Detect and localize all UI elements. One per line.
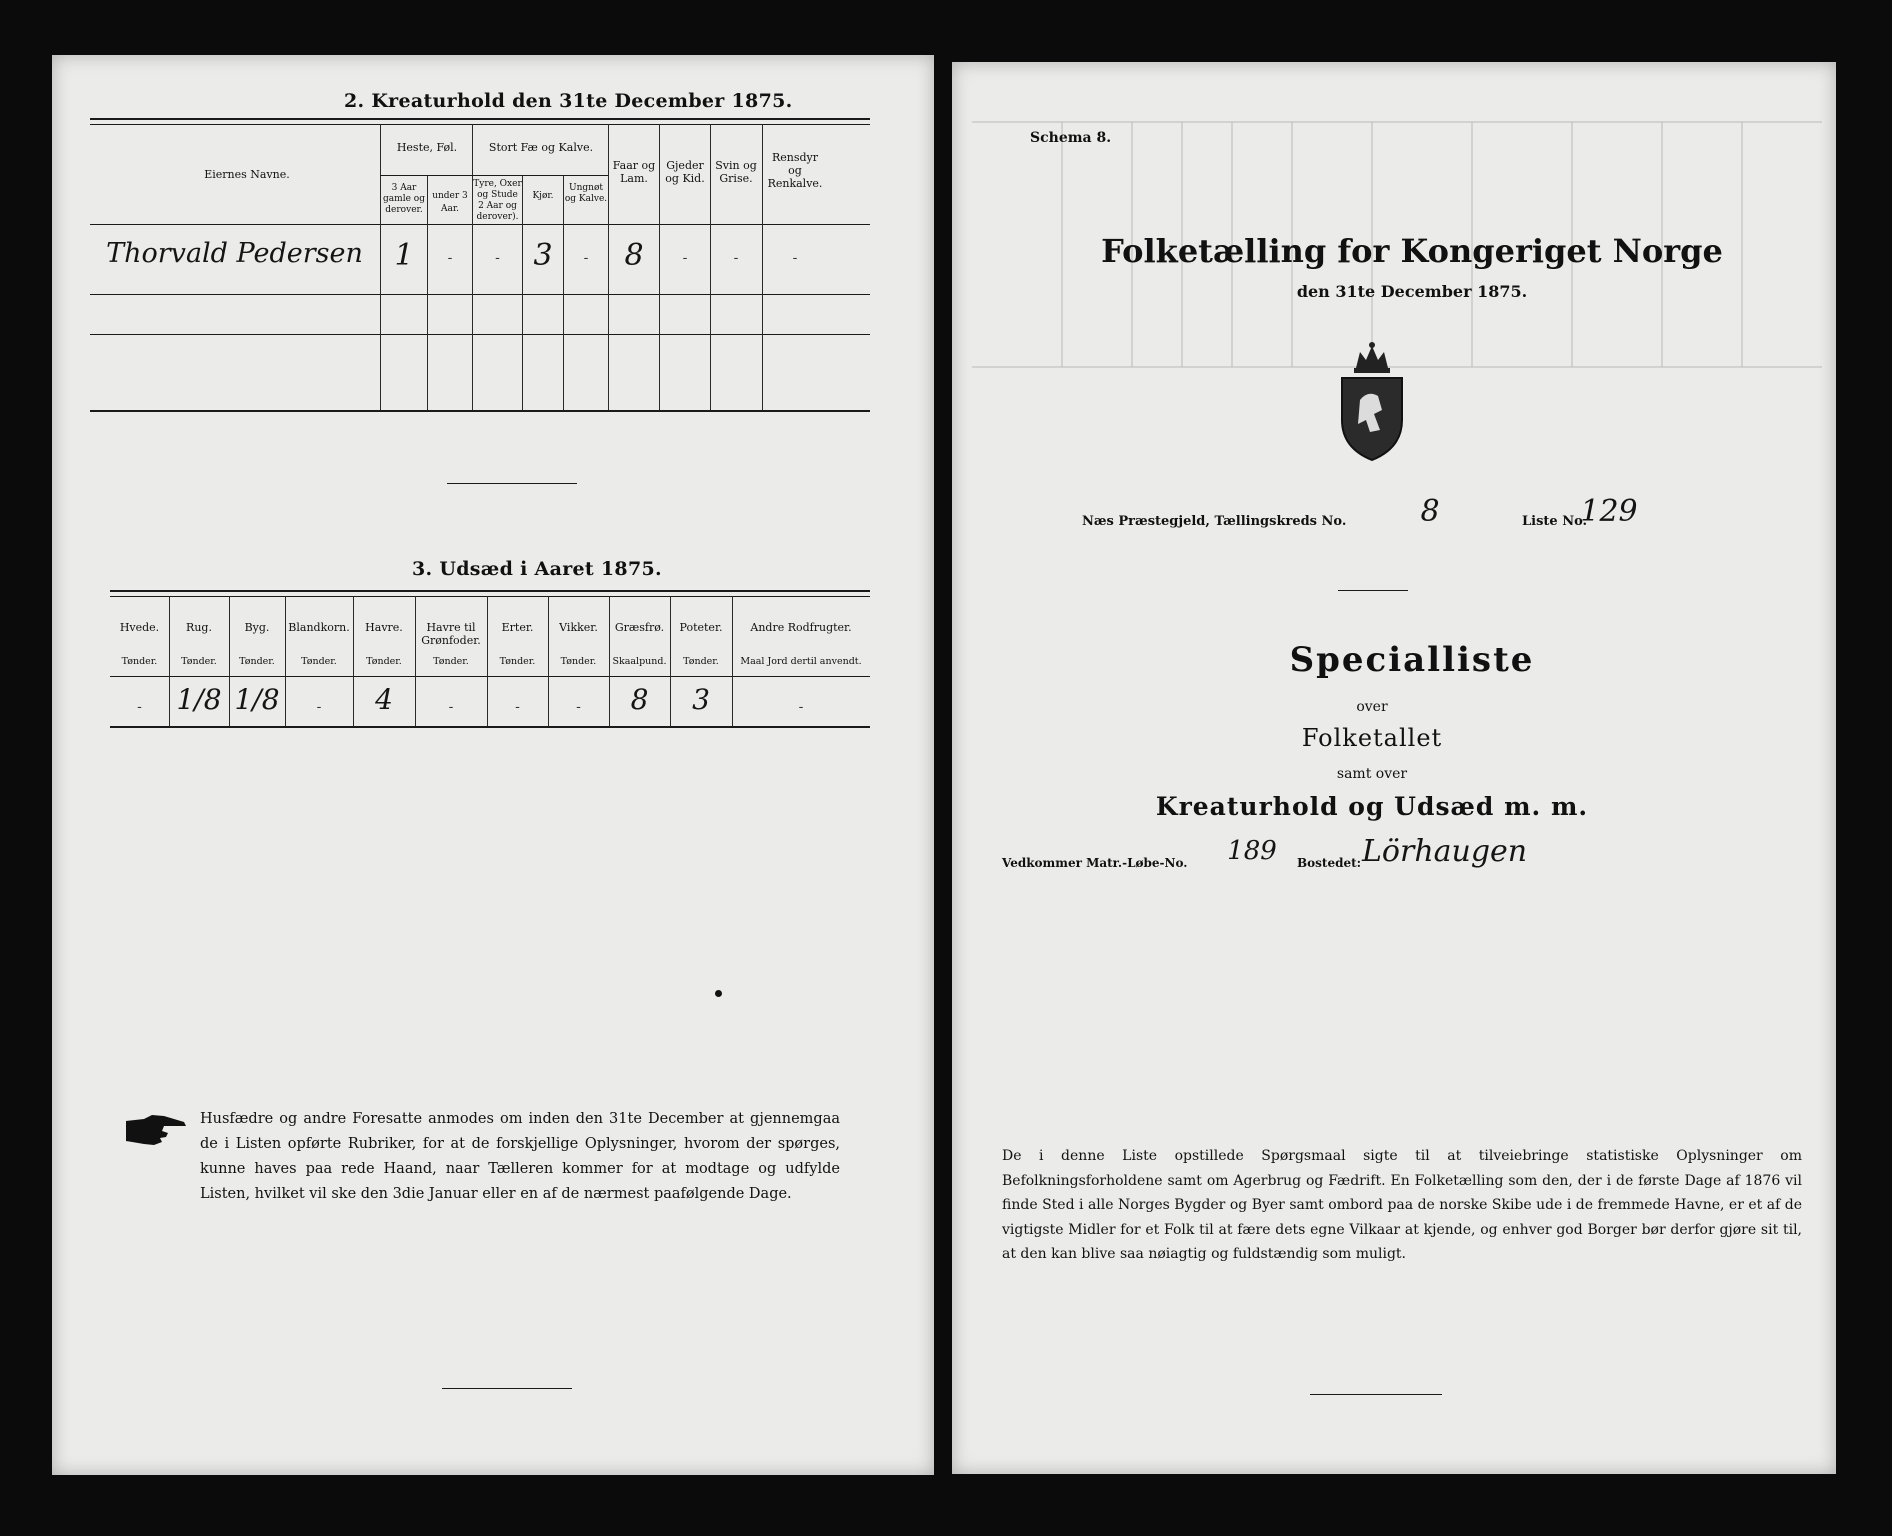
samt-over-label: samt over [1336, 766, 1408, 782]
bulls-header: Tyre, Oxer og Stude 2 Aar og derover). [473, 179, 522, 222]
seed-value: - [576, 699, 581, 715]
specialliste-heading: Specialliste [1289, 640, 1535, 680]
seed-column-unit: Tønder. [499, 656, 536, 667]
seed-header-rule [110, 676, 870, 677]
info-paragraph: De i denne Liste opstillede Spørgsmaal sigte til at tilveiebringe statistiske Oplysninger om Befolkningsforholdene samt om Agerbrug og Fædrift. En Folketælling som den, der i de første Dage af 1876 vil finde Sted i alle Norges Bygder og Byer samt ombord paa de norske Skibe ude i de fremmede Havne, er et af de vigtigste Midler for et Folk til at fære dets egne Vilkaar at kjende, og enhver god Borger bør derfor gjøre sit til, at den kan blive saa nøiagtig og fuldstændig som muligt. [1002, 1148, 1802, 1262]
list-label: Liste No. [1522, 514, 1588, 529]
seed-column-unit: Tønder. [683, 656, 719, 667]
census-title: Folketælling for Kongeriget Norge [1101, 232, 1723, 270]
seed-column-unit: Maal Jord dertil anvendt. [740, 656, 862, 667]
col-divider [472, 124, 473, 410]
matr-label: Vedkommer Matr.-Løbe-No. [1002, 856, 1188, 870]
seed-column-unit: Tønder. [366, 656, 402, 667]
over-label: over [1356, 699, 1388, 715]
notice-paragraph: Husfædre og andre Foresatte anmodes om inden den 31te December at gjennemgaa de i Listen opførte Rubriker, for at de forskjellige Oplysninger, hvorom der spørges, kunne haves paa rede Haand, naar Tælleren kommer for at modtage og udfylde Listen, hvilket vil ske den 3die Januar eller en af de nærmest paafølgende Dage. [200, 1111, 840, 1202]
livestock-value: - [733, 250, 739, 266]
seed-table-top-rule [110, 590, 870, 592]
seed-value: 8 [630, 683, 649, 716]
seed-column-header: Havre. [365, 621, 403, 634]
title-separator [1338, 590, 1408, 591]
pointing-hand-icon [124, 1113, 188, 1151]
list-number: 129 [1580, 494, 1638, 529]
bottom-separator [1310, 1394, 1442, 1395]
horses-under3-header: under 3 Aar. [432, 191, 468, 214]
sheep-header: Faar og Lam. [612, 159, 656, 185]
reindeer-header: Rensdyr og Renkalve. [767, 151, 823, 190]
bosted-label: Bostedet: [1297, 856, 1362, 870]
kreaturhold-label: Kreaturhold og Udsæd m. m. [1155, 792, 1589, 821]
cattle-group-header: Stort Fæ og Kalve. [488, 141, 594, 154]
seed-value: 1/8 [234, 683, 280, 716]
seed-column-unit: Skaalpund. [612, 656, 667, 667]
young-cattle-header: Ungnøt og Kalve. [564, 183, 608, 204]
livestock-table-top-rule [90, 118, 870, 120]
livestock-bottom-rule [90, 410, 870, 412]
col-divider [563, 175, 564, 410]
seed-value: - [137, 699, 142, 715]
seed-value: - [316, 699, 322, 715]
parish-label: Næs Præstegjeld, Tællingskreds No. [1082, 514, 1347, 529]
col-divider [762, 124, 763, 410]
livestock-value: - [447, 250, 453, 266]
seed-column-unit: Tønder. [433, 656, 469, 667]
horses-group-header: Heste, Føl. [396, 141, 458, 154]
owner-name: Thorvald Pedersen [106, 238, 363, 269]
owner-header: Eiernes Navne. [204, 168, 290, 181]
separator-rule [447, 483, 577, 484]
seed-column-unit: Tønder. [181, 656, 217, 667]
bosted-name: Lörhaugen [1362, 834, 1528, 869]
census-date: den 31te December 1875. [1296, 282, 1528, 301]
left-page [52, 55, 934, 1475]
seed-column-header: Poteter. [679, 621, 723, 634]
seed-value: 1/8 [176, 683, 222, 716]
seed-column-header: Vikker. [559, 621, 598, 634]
livestock-header-rule [90, 224, 870, 225]
seed-column-unit: Tønder. [121, 656, 158, 667]
seed-column-header: Andre Rodfrugter. [750, 621, 852, 634]
livestock-value: - [792, 250, 798, 266]
seed-column-header: Havre til Grønfoder. [421, 621, 481, 647]
pigs-header: Svin og Grise. [715, 159, 757, 185]
livestock-value: - [583, 250, 589, 266]
livestock-value: 8 [624, 238, 644, 273]
coat-of-arms-icon [1334, 340, 1410, 468]
seed-table-top-rule-thin [110, 596, 870, 597]
horses-3plus-header: 3 Aar gamle og derover. [383, 183, 425, 215]
seed-value: 4 [375, 683, 393, 716]
livestock-value: - [495, 250, 500, 266]
seed-column-header: Blandkorn. [288, 621, 350, 634]
col-divider [522, 175, 523, 410]
seed-value: - [448, 699, 454, 715]
seed-title: 3. Udsæd i Aaret 1875. [412, 558, 662, 580]
col-divider [380, 124, 381, 410]
right-page [952, 62, 1836, 1474]
seed-value: - [515, 699, 520, 715]
seed-column-unit: Tønder. [560, 656, 597, 667]
matr-number: 189 [1227, 836, 1277, 866]
livestock-value: - [682, 250, 688, 266]
district-number: 8 [1420, 494, 1440, 529]
col-divider [608, 124, 609, 410]
seed-column-header: Hvede. [119, 621, 160, 634]
folketallet-label: Folketallet [1301, 724, 1443, 752]
seed-column-header: Rug. [186, 621, 212, 634]
seed-bottom-rule [110, 726, 870, 728]
livestock-table-top-rule-thin [90, 124, 870, 125]
cows-header: Kjør. [532, 191, 554, 201]
seed-value: - [798, 699, 804, 715]
bottom-separator [442, 1388, 572, 1389]
livestock-value: 3 [533, 238, 553, 273]
goats-header: Gjeder og Kid. [665, 159, 705, 185]
livestock-row-rule [90, 334, 870, 335]
seed-column-header: Erter. [501, 621, 534, 634]
group-header-rule [380, 175, 608, 176]
livestock-value: 1 [394, 238, 414, 273]
seed-column-header: Græsfrø. [614, 621, 665, 634]
ink-dot [715, 990, 722, 997]
seed-column-header: Byg. [244, 621, 270, 634]
schema-label: Schema 8. [1030, 130, 1112, 146]
seed-column-unit: Tønder. [301, 656, 337, 667]
livestock-title: 2. Kreaturhold den 31te December 1875. [344, 90, 793, 112]
seed-column-unit: Tønder. [239, 656, 275, 667]
livestock-row-rule [90, 294, 870, 295]
seed-value: 3 [692, 683, 710, 716]
